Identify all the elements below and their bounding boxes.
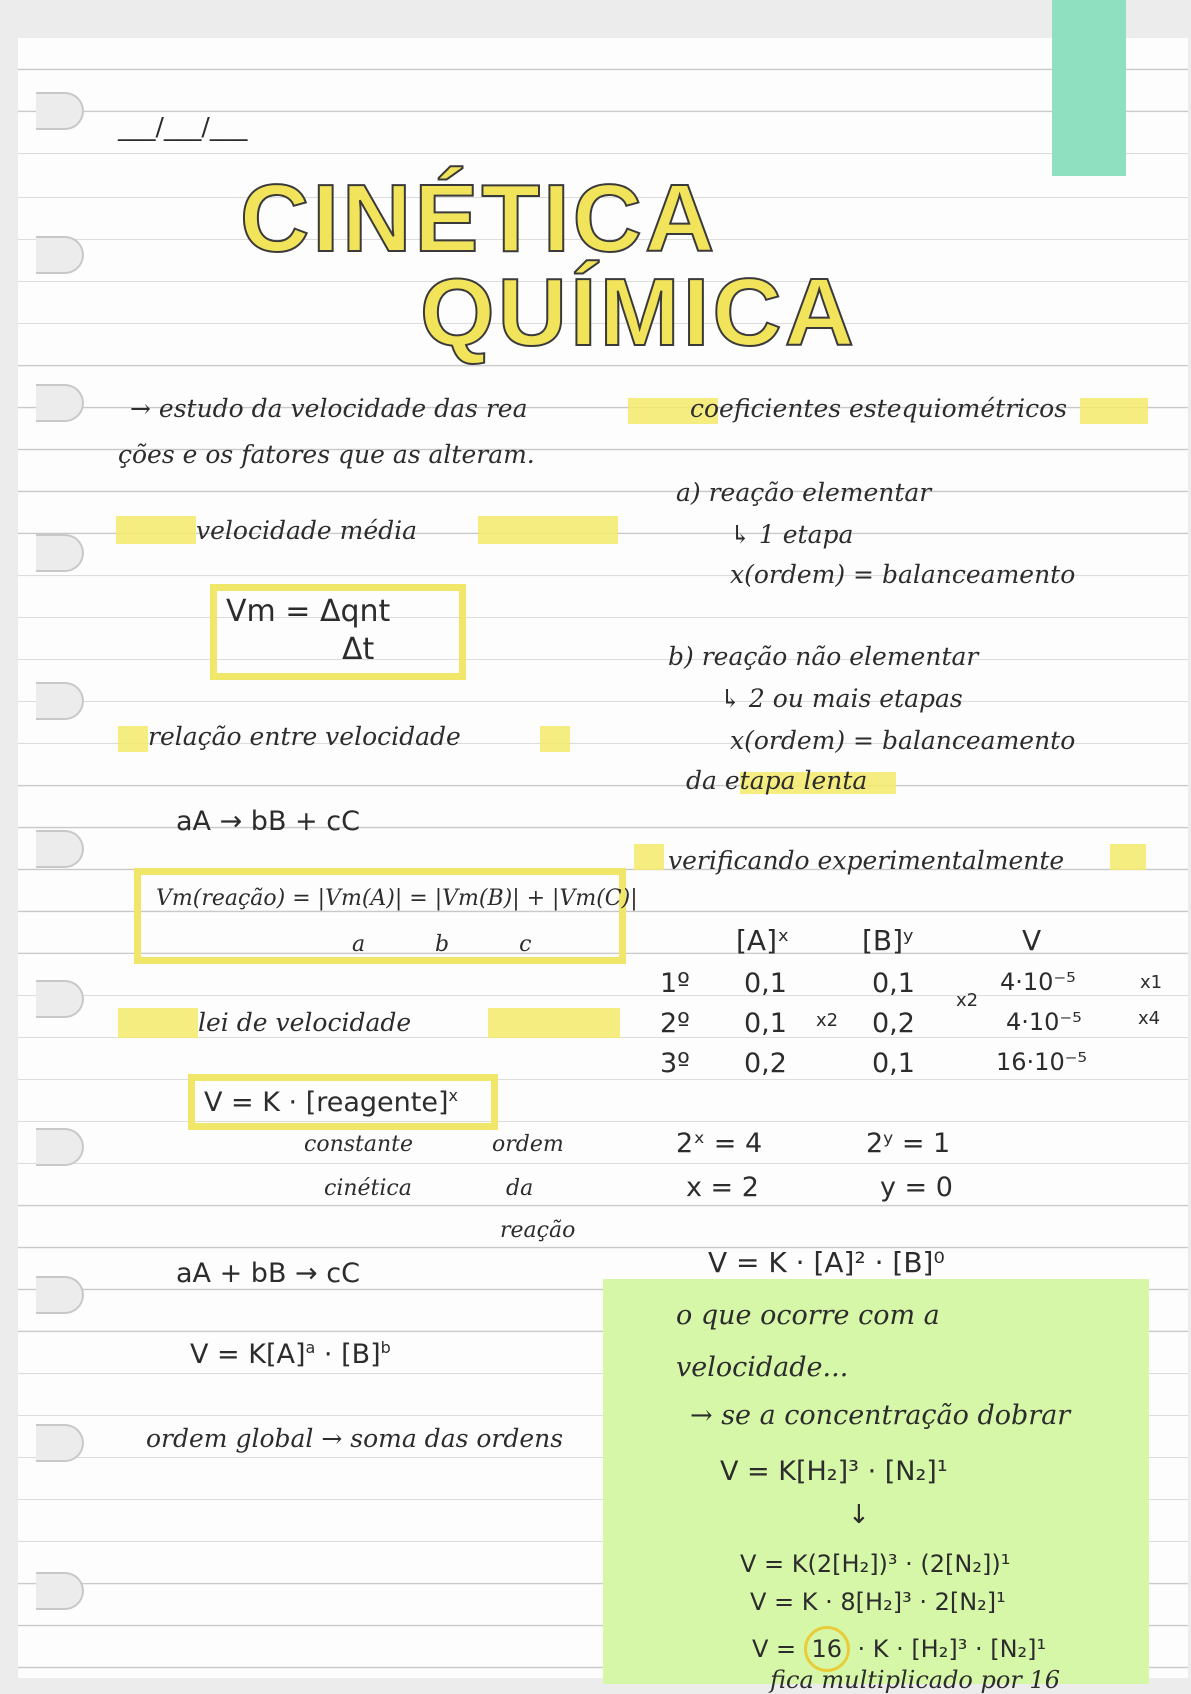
binder-holes	[18, 0, 68, 1684]
vm-denominators: a b c	[352, 932, 532, 957]
sticky-tab	[1052, 0, 1126, 176]
binder-hole	[36, 1128, 84, 1166]
highlight	[478, 516, 618, 544]
row-label: 3º	[660, 1048, 690, 1079]
lei-formula	[204, 1086, 458, 1118]
binder-hole	[36, 384, 84, 422]
note-formula-4-pre: V =	[752, 1635, 797, 1663]
binder-hole	[36, 830, 84, 868]
item-b-lenta: da etapa lenta	[686, 766, 868, 795]
cell-b: 0,2	[872, 1008, 915, 1039]
note-question-1: o que ocorre com a	[676, 1300, 940, 1331]
heading-velocidade-media: velocidade média	[196, 516, 418, 545]
row-label: 2º	[660, 1008, 690, 1039]
cell-v: 16·10⁻⁵	[996, 1048, 1087, 1076]
rate-law-a: V = K[A]	[190, 1339, 306, 1370]
rate-law-b: · [B]	[315, 1339, 381, 1370]
note-formula-4-post: · K · [H₂]³ · [N₂]¹	[857, 1635, 1047, 1663]
ordem-global: ordem global → soma das ordens	[146, 1424, 564, 1453]
col-header-b: [B]ʸ	[862, 924, 914, 957]
title-line-2: QUÍMICA	[420, 259, 857, 366]
item-b-ordem: x(ordem) = balanceamento	[730, 726, 1076, 755]
reaction-equation-2: aA + bB → cC	[176, 1258, 360, 1289]
highlight	[118, 726, 148, 752]
note-question-3: → se a concentração dobrar	[690, 1400, 1071, 1431]
highlight	[1080, 398, 1148, 424]
equation-x-2: x = 2	[686, 1172, 759, 1203]
item-b-etapas: ↳ 2 ou mais etapas	[720, 684, 963, 713]
intro-line-1: → estudo da velocidade das rea	[130, 394, 528, 423]
label-constante: constante	[304, 1132, 414, 1157]
col-header-a: [A]ˣ	[736, 924, 790, 957]
note-formula-2: V = K(2[H₂])³ · (2[N₂])¹	[740, 1550, 1011, 1578]
heading-verificando: verificando experimentalmente	[668, 846, 1065, 875]
cell-v: 4·10⁻⁵	[1000, 968, 1076, 996]
rate-law-exp-b: b	[380, 1338, 391, 1357]
col-header-v: V	[1022, 924, 1042, 957]
row-label: 1º	[660, 968, 690, 999]
binder-hole	[36, 682, 84, 720]
multiplier-mark: x2	[956, 990, 979, 1011]
heading-relacao: relação entre velocidade	[148, 722, 461, 751]
note-formula-3: V = K · 8[H₂]³ · 2[N₂]¹	[750, 1588, 1006, 1616]
final-rate-law: V = K · [A]² · [B]⁰	[708, 1246, 945, 1279]
cell-v: 4·10⁻⁵	[1006, 1008, 1082, 1036]
note-formula-1: V = K[H₂]³ · [N₂]¹	[720, 1456, 948, 1487]
reaction-equation: aA → bB + cC	[176, 806, 360, 837]
equation-y-1: 2ʸ = 1	[866, 1128, 951, 1159]
highlight	[488, 1008, 620, 1038]
highlight	[1110, 844, 1146, 870]
equation-x-1: 2ˣ = 4	[676, 1128, 763, 1159]
label-da: da	[506, 1176, 534, 1201]
binder-hole	[36, 980, 84, 1018]
highlight	[540, 726, 570, 752]
item-a-ordem: x(ordem) = balanceamento	[730, 560, 1076, 589]
multiplier-mark: x4	[1138, 1008, 1161, 1029]
vm-reacao-formula: Vm(reação) = |Vm(A)| = |Vm(B)| + |Vm(C)|	[156, 886, 638, 911]
binder-hole	[36, 236, 84, 274]
rate-law-exp-a: a	[305, 1338, 316, 1357]
item-a-etapa: ↳ 1 etapa	[730, 520, 854, 549]
item-b-reacao: b) reação não elementar	[668, 642, 979, 671]
binder-hole	[36, 534, 84, 572]
binder-hole	[36, 1276, 84, 1314]
down-arrow-icon: ↓	[848, 1500, 870, 1530]
vm-formula: Vm = Δqnt	[226, 594, 391, 629]
multiplier-mark: x2	[816, 1010, 839, 1031]
title-line-1: CINÉTICA	[240, 165, 718, 272]
heading-coeficientes: coeficientes estequiométricos	[690, 394, 1068, 423]
note-question-2: velocidade...	[676, 1352, 849, 1383]
rate-law-general	[190, 1338, 391, 1370]
highlight	[634, 844, 664, 870]
binder-hole	[36, 1572, 84, 1610]
cell-b: 0,1	[872, 968, 915, 999]
label-reacao: reação	[500, 1218, 576, 1243]
equation-y-2: y = 0	[880, 1172, 953, 1203]
highlight	[116, 516, 196, 544]
cell-a: 0,2	[744, 1048, 787, 1079]
highlight	[118, 1008, 198, 1038]
item-a-reacao: a) reação elementar	[676, 478, 932, 507]
cell-a: 0,1	[744, 1008, 787, 1039]
lei-formula-text: V = K · [reagente]	[204, 1087, 449, 1118]
label-cinetica: cinética	[324, 1176, 412, 1201]
binder-hole	[36, 92, 84, 130]
heading-lei-velocidade: lei de velocidade	[198, 1008, 412, 1037]
date-line: ___/___/___	[118, 112, 248, 141]
vm-denominator: Δt	[342, 632, 375, 667]
cell-b: 0,1	[872, 1048, 915, 1079]
label-ordem: ordem	[492, 1132, 564, 1157]
intro-line-2: ções e os fatores que as alteram.	[118, 440, 535, 469]
multiplier-mark: x1	[1140, 972, 1163, 993]
cell-a: 0,1	[744, 968, 787, 999]
binder-hole	[36, 1424, 84, 1462]
lei-exponent: x	[448, 1086, 458, 1105]
note-circled-16: 16	[804, 1626, 850, 1672]
note-conclusion: fica multiplicado por 16	[770, 1666, 1060, 1694]
